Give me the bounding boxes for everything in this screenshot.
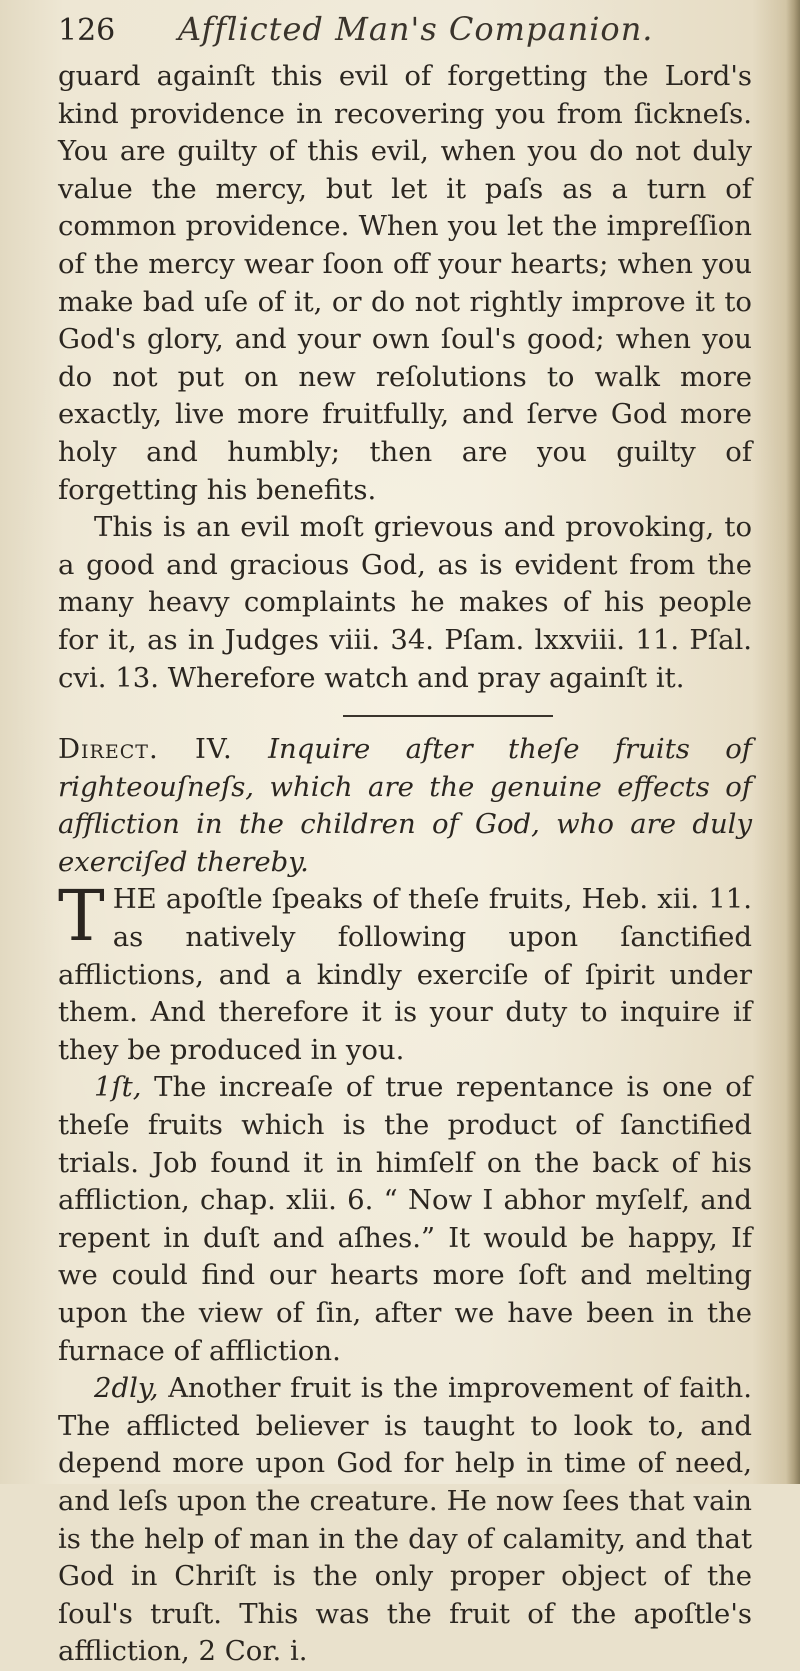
running-head: Afflicted Man's Companion. — [178, 10, 654, 48]
dropcap-paragraph — [58, 875, 752, 1069]
dropcap-lead: HE — [112, 883, 157, 916]
direction-heading — [58, 731, 752, 881]
paragraph: This is an evil moſt grievous and provoking, to a good and gracious God, as is evident from the many heavy complaints he makes of his people for it, as in Judges viii. 34. Pſam. lxxviii. 11. Pſal. cvi. 13. Wherefore watch and pray againſt it. — [58, 511, 752, 694]
paragraph: guard againſt this evil of forgetting the Lord's kind providence in recovering you from ſickneſs. You are guilty of this evil, when you do not duly value the mercy, but let it paſs as a turn of common providence. When you let the impreſſion of the mercy wear ſoon off your hearts; when you make bad uſe of it, or do not rightly improve it to God's glory, and your own ſoul's good; when you do not put on new reſolutions to walk more exactly, live more fruitfully, and ſerve God more holy and humbly; then are you guilty of forgetting his benefits. — [58, 60, 752, 506]
page-edge-shadow — [786, 0, 800, 1484]
enumerated-paragraph — [58, 1370, 752, 1671]
enumeration-ordinal: 2dly, — [94, 1372, 159, 1405]
section-divider — [343, 715, 553, 717]
enumeration-text: Another fruit is the improvement of faith. The afflicted believer is taught to look to, and depend more upon God for help in time of need, and leſs upon the creature. He now ſees that vain is the help of man in the day of calamity, and that God in Chriſt is the only proper object of the ſoul's truſt. This was the fruit of the apoſtle's affliction, 2 Cor. i. — [58, 1372, 752, 1668]
page-number: 126 — [58, 13, 116, 48]
body-text — [58, 58, 752, 1671]
enumeration-ordinal: 1ſt, — [94, 1071, 142, 1104]
dropcap-text: apoſtle ſpeaks of theſe fruits, Heb. xii. 11. as natively following upon ſanctified afflictions, and a kindly exerciſe of ſpirit under them. And therefore it is your duty to inquire if they be produced in you. — [58, 883, 752, 1066]
direction-label: Direct. IV. — [58, 733, 233, 766]
enumeration-text: The increaſe of true repentance is one of theſe fruits which is the product of ſanctified trials. Job found it in himſelf on the back of his affliction, chap. xlii. 6. “ Now I abhor myſelf, and repent in duſt and aſhes.” It would be happy, If we could find our hearts more ſoft and melting upon the view of ſin, after we have been in the furnace of affliction. — [58, 1071, 752, 1367]
direction-text: Inquire after theſe fruits of righteouſneſs, which are the genuine effects of affliction in the children of God, who are duly exerciſed thereby. — [58, 733, 752, 878]
drop-cap: T — [58, 875, 105, 958]
enumerated-paragraph — [58, 1069, 752, 1370]
page-header — [58, 10, 752, 54]
